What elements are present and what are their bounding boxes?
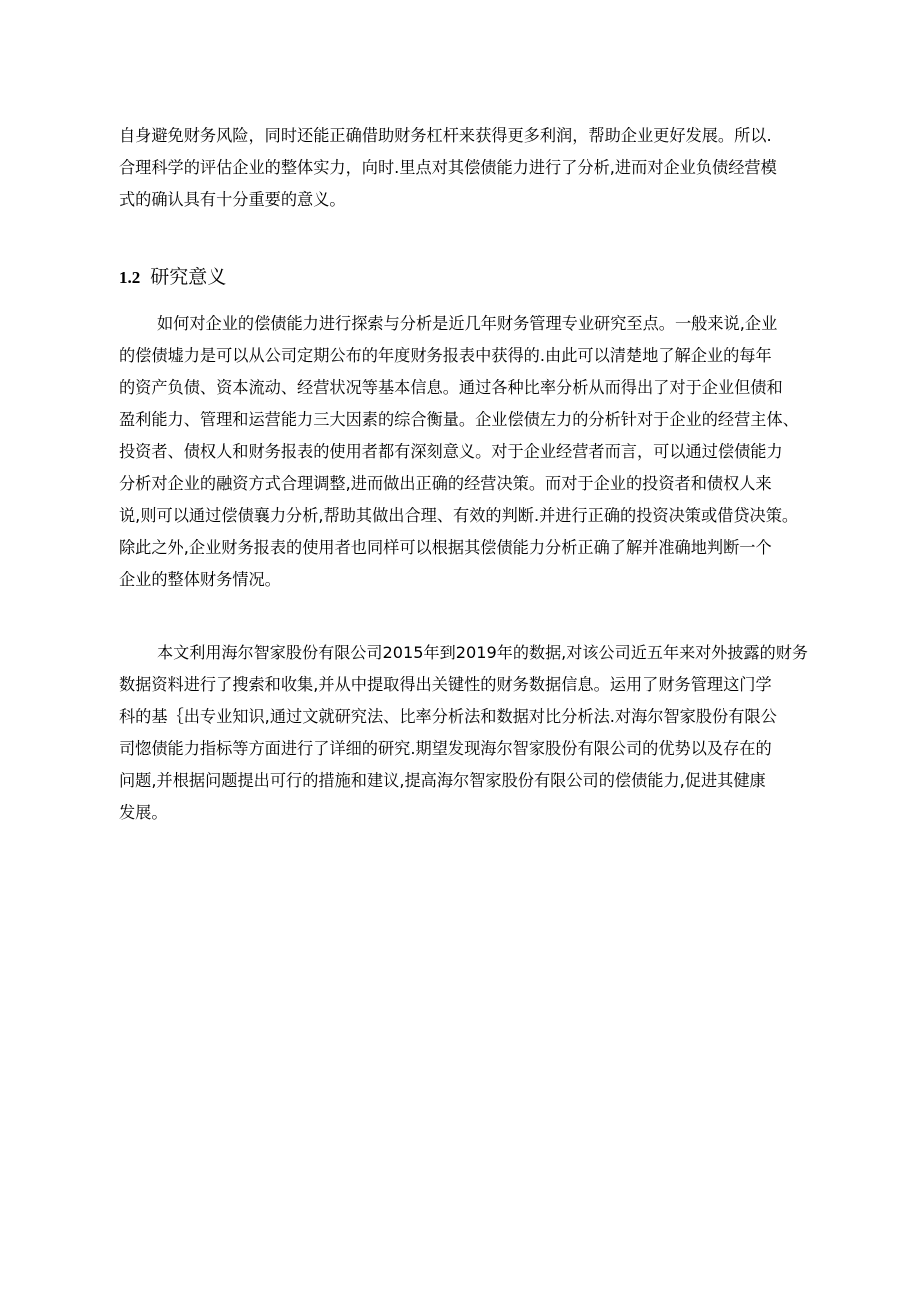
- text-line: 分析对企业的融资方式合理调整,进而做出正确的经营决策。而对于企业的投资者和债权人来: [119, 474, 772, 493]
- section-title: 研究意义: [150, 266, 227, 288]
- section-heading: [119, 266, 226, 289]
- text-line: 说,则可以通过偿债襄力分析,帮助其做出合理、有效的判断.并进行正确的投资决策或借贷决策。: [119, 506, 799, 525]
- text-line: 投资者、债权人和财务报表的使用者都有深刻意义。对于企业经营者而言，可以通过偿债能力: [119, 442, 783, 461]
- text-line: 问题,并根据问题提出可行的措施和建议,提高海尔智家股份有限公司的偿债能力,促进其健康: [119, 771, 766, 790]
- text-line: 企业的整体财务情况。: [119, 570, 281, 589]
- text-line: 发展。: [119, 803, 168, 822]
- text-line: 自身避免财务风险，同时还能正确借助财务杠杆来获得更多利润，帮助企业更好发展。所以.: [119, 126, 772, 145]
- text-line: 盈利能力、管理和运营能力三大因素的综合衡量。企业偿债左力的分析针对于企业的经营主体、: [119, 410, 799, 429]
- paragraph-research-significance: [119, 314, 811, 602]
- text-line: 式的确认具有十分重要的意义。: [119, 190, 346, 209]
- text-line: 本文利用海尔智家股份有限公司2015年到2019年的数据,对该公司近五年来对外披露的财务: [157, 643, 808, 662]
- section-number: 1.2: [119, 268, 141, 287]
- text-line: 司惚债能力指标等方面进行了详细的研究.期望发现海尔智家股份有限公司的优势以及存在的: [119, 739, 772, 758]
- paragraph-study-scope: [119, 643, 811, 835]
- text-line: 科的基｛出专业知识,通过文就研究法、比率分析法和数据对比分析法.对海尔智家股份有限公: [119, 707, 777, 726]
- text-line: 数据资料进行了搜索和收集,并从中提取得出关键性的财务数据信息。运用了财务管理这门学: [119, 675, 772, 694]
- text-line: 合理科学的评估企业的整体实力，向时.里点对其偿债能力进行了分析,进而对企业负债经营模: [119, 158, 777, 177]
- intro-paragraph: [119, 126, 811, 222]
- text-line: 的资产负债、资本流动、经营状况等基本信息。通过各种比率分析从而得出了对于企业但债和: [119, 378, 783, 397]
- text-line: 的偿债墟力是可以从公司定期公布的年度财务报表中获得的.由此可以清楚地了解企业的每年: [119, 346, 772, 365]
- text-line: 除此之外,企业财务报表的使用者也同样可以根据其偿债能力分析正确了解并准确地判断一个: [119, 538, 772, 557]
- text-line: 如何对企业的偿债能力进行探索与分析是近几年财务管理专业研究至点。一般来说,企业: [157, 314, 778, 333]
